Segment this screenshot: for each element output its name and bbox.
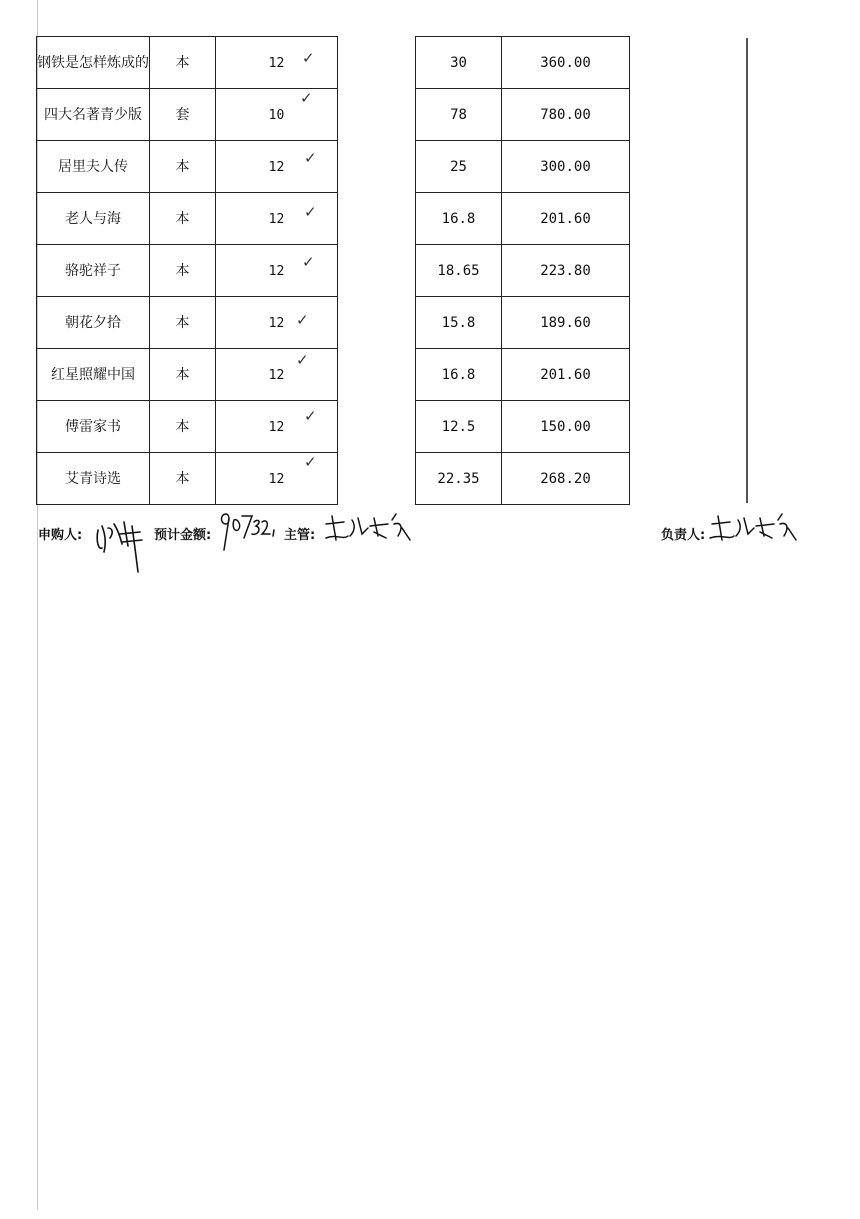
supervisor-label: 主管: — [284, 528, 316, 543]
table-row — [37, 141, 338, 193]
quantity-cell — [216, 297, 338, 349]
quantity-value: 12 — [268, 211, 285, 227]
unit-price-cell: 18.65 — [416, 245, 502, 297]
amount-cell: 223.80 — [502, 245, 630, 297]
table-row — [37, 37, 338, 89]
checkmark-icon: ✓ — [304, 149, 317, 167]
page-right-edge — [746, 38, 748, 503]
book-title: 骆驼祥子 — [37, 245, 150, 297]
checkmark-icon: ✓ — [296, 311, 309, 329]
amount-cell: 201.60 — [502, 193, 630, 245]
applicant-label: 申购人: — [38, 528, 83, 543]
checkmark-icon: ✓ — [304, 453, 317, 471]
unit-cell: 本 — [150, 297, 216, 349]
amount-cell: 300.00 — [502, 141, 630, 193]
table-row — [416, 245, 630, 297]
amount-cell: 201.60 — [502, 349, 630, 401]
checkmark-icon: ✓ — [304, 407, 317, 425]
quantity-value: 12 — [268, 419, 285, 435]
table-row — [416, 349, 630, 401]
quantity-value: 12 — [268, 55, 285, 71]
checkmark-icon: ✓ — [300, 89, 313, 107]
unit-price-cell: 12.5 — [416, 401, 502, 453]
book-title: 红星照耀中国 — [37, 349, 150, 401]
unit-cell: 本 — [150, 141, 216, 193]
table-row — [416, 297, 630, 349]
quantity-value: 12 — [268, 159, 285, 175]
amount-cell: 189.60 — [502, 297, 630, 349]
responsible-signature — [708, 510, 800, 546]
book-title: 居里夫人传 — [37, 141, 150, 193]
table-row — [416, 193, 630, 245]
items-table-right — [415, 36, 630, 505]
unit-price-cell: 22.35 — [416, 453, 502, 505]
book-title: 四大名著青少版 — [37, 89, 150, 141]
book-title: 艾青诗选 — [37, 453, 150, 505]
amount-cell: 268.20 — [502, 453, 630, 505]
unit-cell: 本 — [150, 401, 216, 453]
unit-cell: 套 — [150, 89, 216, 141]
quantity-cell — [216, 89, 338, 141]
table-row — [416, 453, 630, 505]
unit-cell: 本 — [150, 37, 216, 89]
amount-cell: 150.00 — [502, 401, 630, 453]
table-row — [416, 89, 630, 141]
items-table-left — [36, 36, 338, 505]
quantity-cell — [216, 141, 338, 193]
unit-cell: 本 — [150, 245, 216, 297]
checkmark-icon: ✓ — [296, 351, 309, 369]
estimate-label: 预计金额: — [154, 528, 212, 543]
amount-cell: 780.00 — [502, 89, 630, 141]
unit-price-cell: 30 — [416, 37, 502, 89]
unit-price-cell: 15.8 — [416, 297, 502, 349]
table-row — [37, 89, 338, 141]
book-title: 老人与海 — [37, 193, 150, 245]
book-title: 朝花夕拾 — [37, 297, 150, 349]
table-row — [37, 401, 338, 453]
quantity-cell — [216, 401, 338, 453]
responsible-label: 负责人: — [661, 528, 706, 543]
checkmark-icon: ✓ — [304, 203, 317, 221]
quantity-cell — [216, 349, 338, 401]
table-row — [416, 401, 630, 453]
amount-cell: 360.00 — [502, 37, 630, 89]
quantity-value: 12 — [268, 315, 285, 331]
table-row — [416, 141, 630, 193]
table-row — [37, 193, 338, 245]
estimate-amount-handwritten — [218, 508, 278, 552]
unit-price-cell: 25 — [416, 141, 502, 193]
quantity-value: 12 — [268, 367, 285, 383]
quantity-value: 12 — [268, 471, 285, 487]
table-row — [37, 453, 338, 505]
table-row — [416, 37, 630, 89]
table-row — [37, 245, 338, 297]
table-row — [37, 297, 338, 349]
book-title: 钢铁是怎样炼成的 — [37, 37, 150, 89]
checkmark-icon: ✓ — [302, 49, 315, 67]
quantity-cell — [216, 245, 338, 297]
quantity-value: 10 — [268, 107, 285, 123]
table-row — [37, 349, 338, 401]
quantity-cell — [216, 453, 338, 505]
checkmark-icon: ✓ — [302, 253, 315, 271]
unit-cell: 本 — [150, 453, 216, 505]
unit-price-cell: 16.8 — [416, 193, 502, 245]
quantity-value: 12 — [268, 263, 285, 279]
unit-price-cell: 78 — [416, 89, 502, 141]
unit-price-cell: 16.8 — [416, 349, 502, 401]
applicant-signature — [92, 516, 154, 574]
quantity-cell — [216, 193, 338, 245]
unit-cell: 本 — [150, 193, 216, 245]
book-title: 傅雷家书 — [37, 401, 150, 453]
quantity-cell — [216, 37, 338, 89]
unit-cell: 本 — [150, 349, 216, 401]
supervisor-signature — [322, 510, 414, 546]
